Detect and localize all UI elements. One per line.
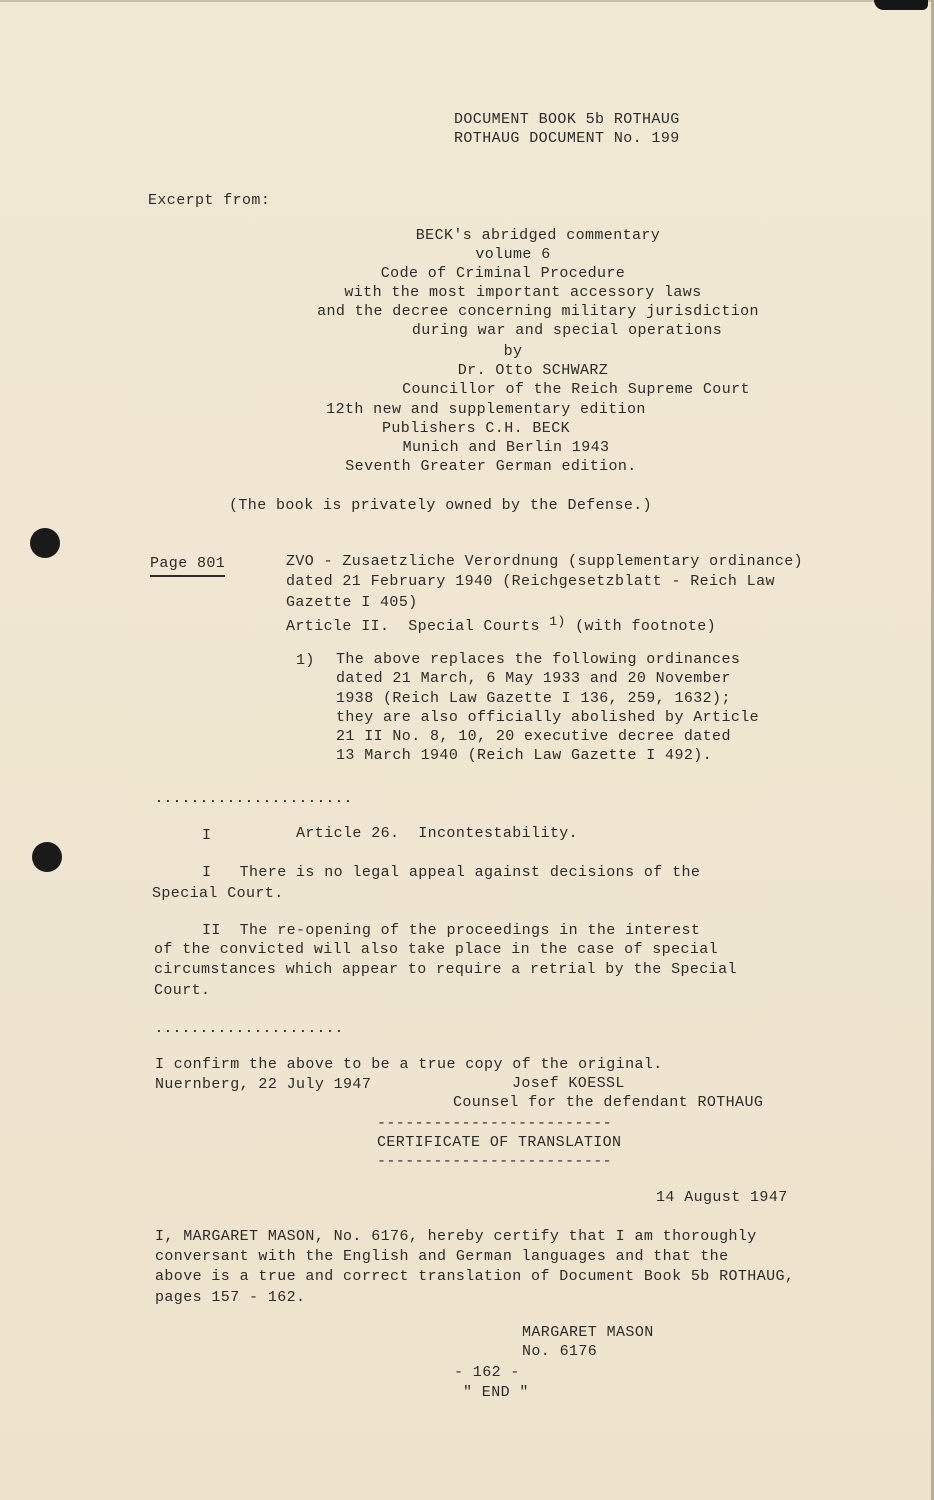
punch-hole-upper xyxy=(30,528,60,558)
article-ii-text: Article II. Special Courts xyxy=(286,618,540,635)
article-26-para1-line: Special Court. xyxy=(152,885,284,902)
article-26-para2-line: circumstances which appear to require a retrial by the Special xyxy=(154,961,737,978)
translator-name: MARGARET MASON xyxy=(522,1324,654,1341)
book-line: Dr. Otto SCHWARZ xyxy=(457,362,609,379)
confirmation-place-date: Nuernberg, 22 July 1947 xyxy=(155,1076,372,1093)
article-ii-line xyxy=(286,612,716,636)
confirmation-signer: Josef KOESSL xyxy=(512,1075,625,1092)
article-ii-suffix: (with footnote) xyxy=(575,618,717,635)
article-26-para1-line: I There is no legal appeal against decisions of the xyxy=(202,864,701,881)
page-reference-label: Page 801 xyxy=(150,554,225,577)
header-document-book: DOCUMENT BOOK 5b ROTHAUG xyxy=(454,111,680,128)
footnote-line: 1938 (Reich Law Gazette I 136, 259, 1632); xyxy=(336,690,731,707)
book-line: by xyxy=(503,343,523,360)
footnote-line: they are also officially abolished by Article xyxy=(336,709,760,726)
confirmation-signer-title: Counsel for the defendant ROTHAUG xyxy=(453,1094,764,1111)
excerpt-label: Excerpt from: xyxy=(148,192,271,209)
book-line: Publishers C.H. BECK xyxy=(381,420,571,437)
certificate-title: CERTIFICATE OF TRANSLATION xyxy=(377,1134,622,1151)
book-line: during war and special operations xyxy=(411,322,723,339)
page-number: - 162 - xyxy=(454,1364,520,1381)
book-line: with the most important accessory laws xyxy=(344,284,702,301)
article-26-para2-line: II The re-opening of the proceedings in the interest xyxy=(202,922,701,939)
footnote-line: 13 March 1940 (Reich Law Gazette I 492). xyxy=(336,747,713,764)
ink-blot xyxy=(874,0,928,10)
footnote-number: 1) xyxy=(296,652,315,669)
certificate-body-line: above is a true and correct translation of Document Book 5b ROTHAUG, xyxy=(155,1268,795,1285)
ownership-note: (The book is privately owned by the Defense.) xyxy=(229,497,653,514)
page-ref-line: ZVO - Zusaetzliche Verordnung (supplementary ordinance) xyxy=(286,553,804,570)
certificate-rule: ------------------------- xyxy=(377,1153,613,1170)
punch-hole-lower xyxy=(32,842,62,872)
section-numeral: I xyxy=(202,827,212,844)
confirmation-statement: I confirm the above to be a true copy of the original. xyxy=(155,1056,663,1073)
book-line: Seventh Greater German edition. xyxy=(345,458,637,475)
page-ref-line: dated 21 February 1940 (Reichgesetzblatt - Reich Law xyxy=(286,573,775,590)
end-mark: " END " xyxy=(463,1384,529,1401)
separator-dots: ...................... xyxy=(155,791,354,806)
certificate-body-line: I, MARGARET MASON, No. 6176, hereby certify that I am thoroughly xyxy=(155,1228,757,1245)
footnote-line: 21 II No. 8, 10, 20 executive decree dated xyxy=(336,728,731,745)
page-ref-line: Gazette I 405) xyxy=(286,594,418,611)
footnote-mark: 1) xyxy=(549,614,566,629)
article-26-para2-line: of the convicted will also take place in the case of special xyxy=(154,941,719,958)
book-line: volume 6 xyxy=(475,246,551,263)
footnote-line: dated 21 March, 6 May 1933 and 20 November xyxy=(336,670,731,687)
book-line: BECK's abridged commentary xyxy=(415,227,661,244)
book-line: 12th new and supplementary edition xyxy=(326,401,646,418)
header-document-number: ROTHAUG DOCUMENT No. 199 xyxy=(454,130,680,147)
book-line: Code of Criminal Procedure xyxy=(380,265,626,282)
certificate-date: 14 August 1947 xyxy=(656,1189,788,1206)
footnote-line: The above replaces the following ordinances xyxy=(336,651,741,668)
book-line: Munich and Berlin 1943 xyxy=(402,439,610,456)
book-line: Councillor of the Reich Supreme Court xyxy=(402,381,750,398)
page-top-edge xyxy=(0,0,934,2)
book-line: and the decree concerning military jurisdiction xyxy=(317,303,759,320)
translator-number: No. 6176 xyxy=(522,1343,598,1360)
certificate-body-line: pages 157 - 162. xyxy=(155,1289,306,1306)
article-26-title: Article 26. Incontestability. xyxy=(296,825,579,842)
certificate-body-line: conversant with the English and German languages and that the xyxy=(155,1248,729,1265)
article-26-para2-line: Court. xyxy=(154,982,211,999)
certificate-rule: ------------------------- xyxy=(377,1115,613,1132)
separator-dots: ..................... xyxy=(155,1021,345,1036)
